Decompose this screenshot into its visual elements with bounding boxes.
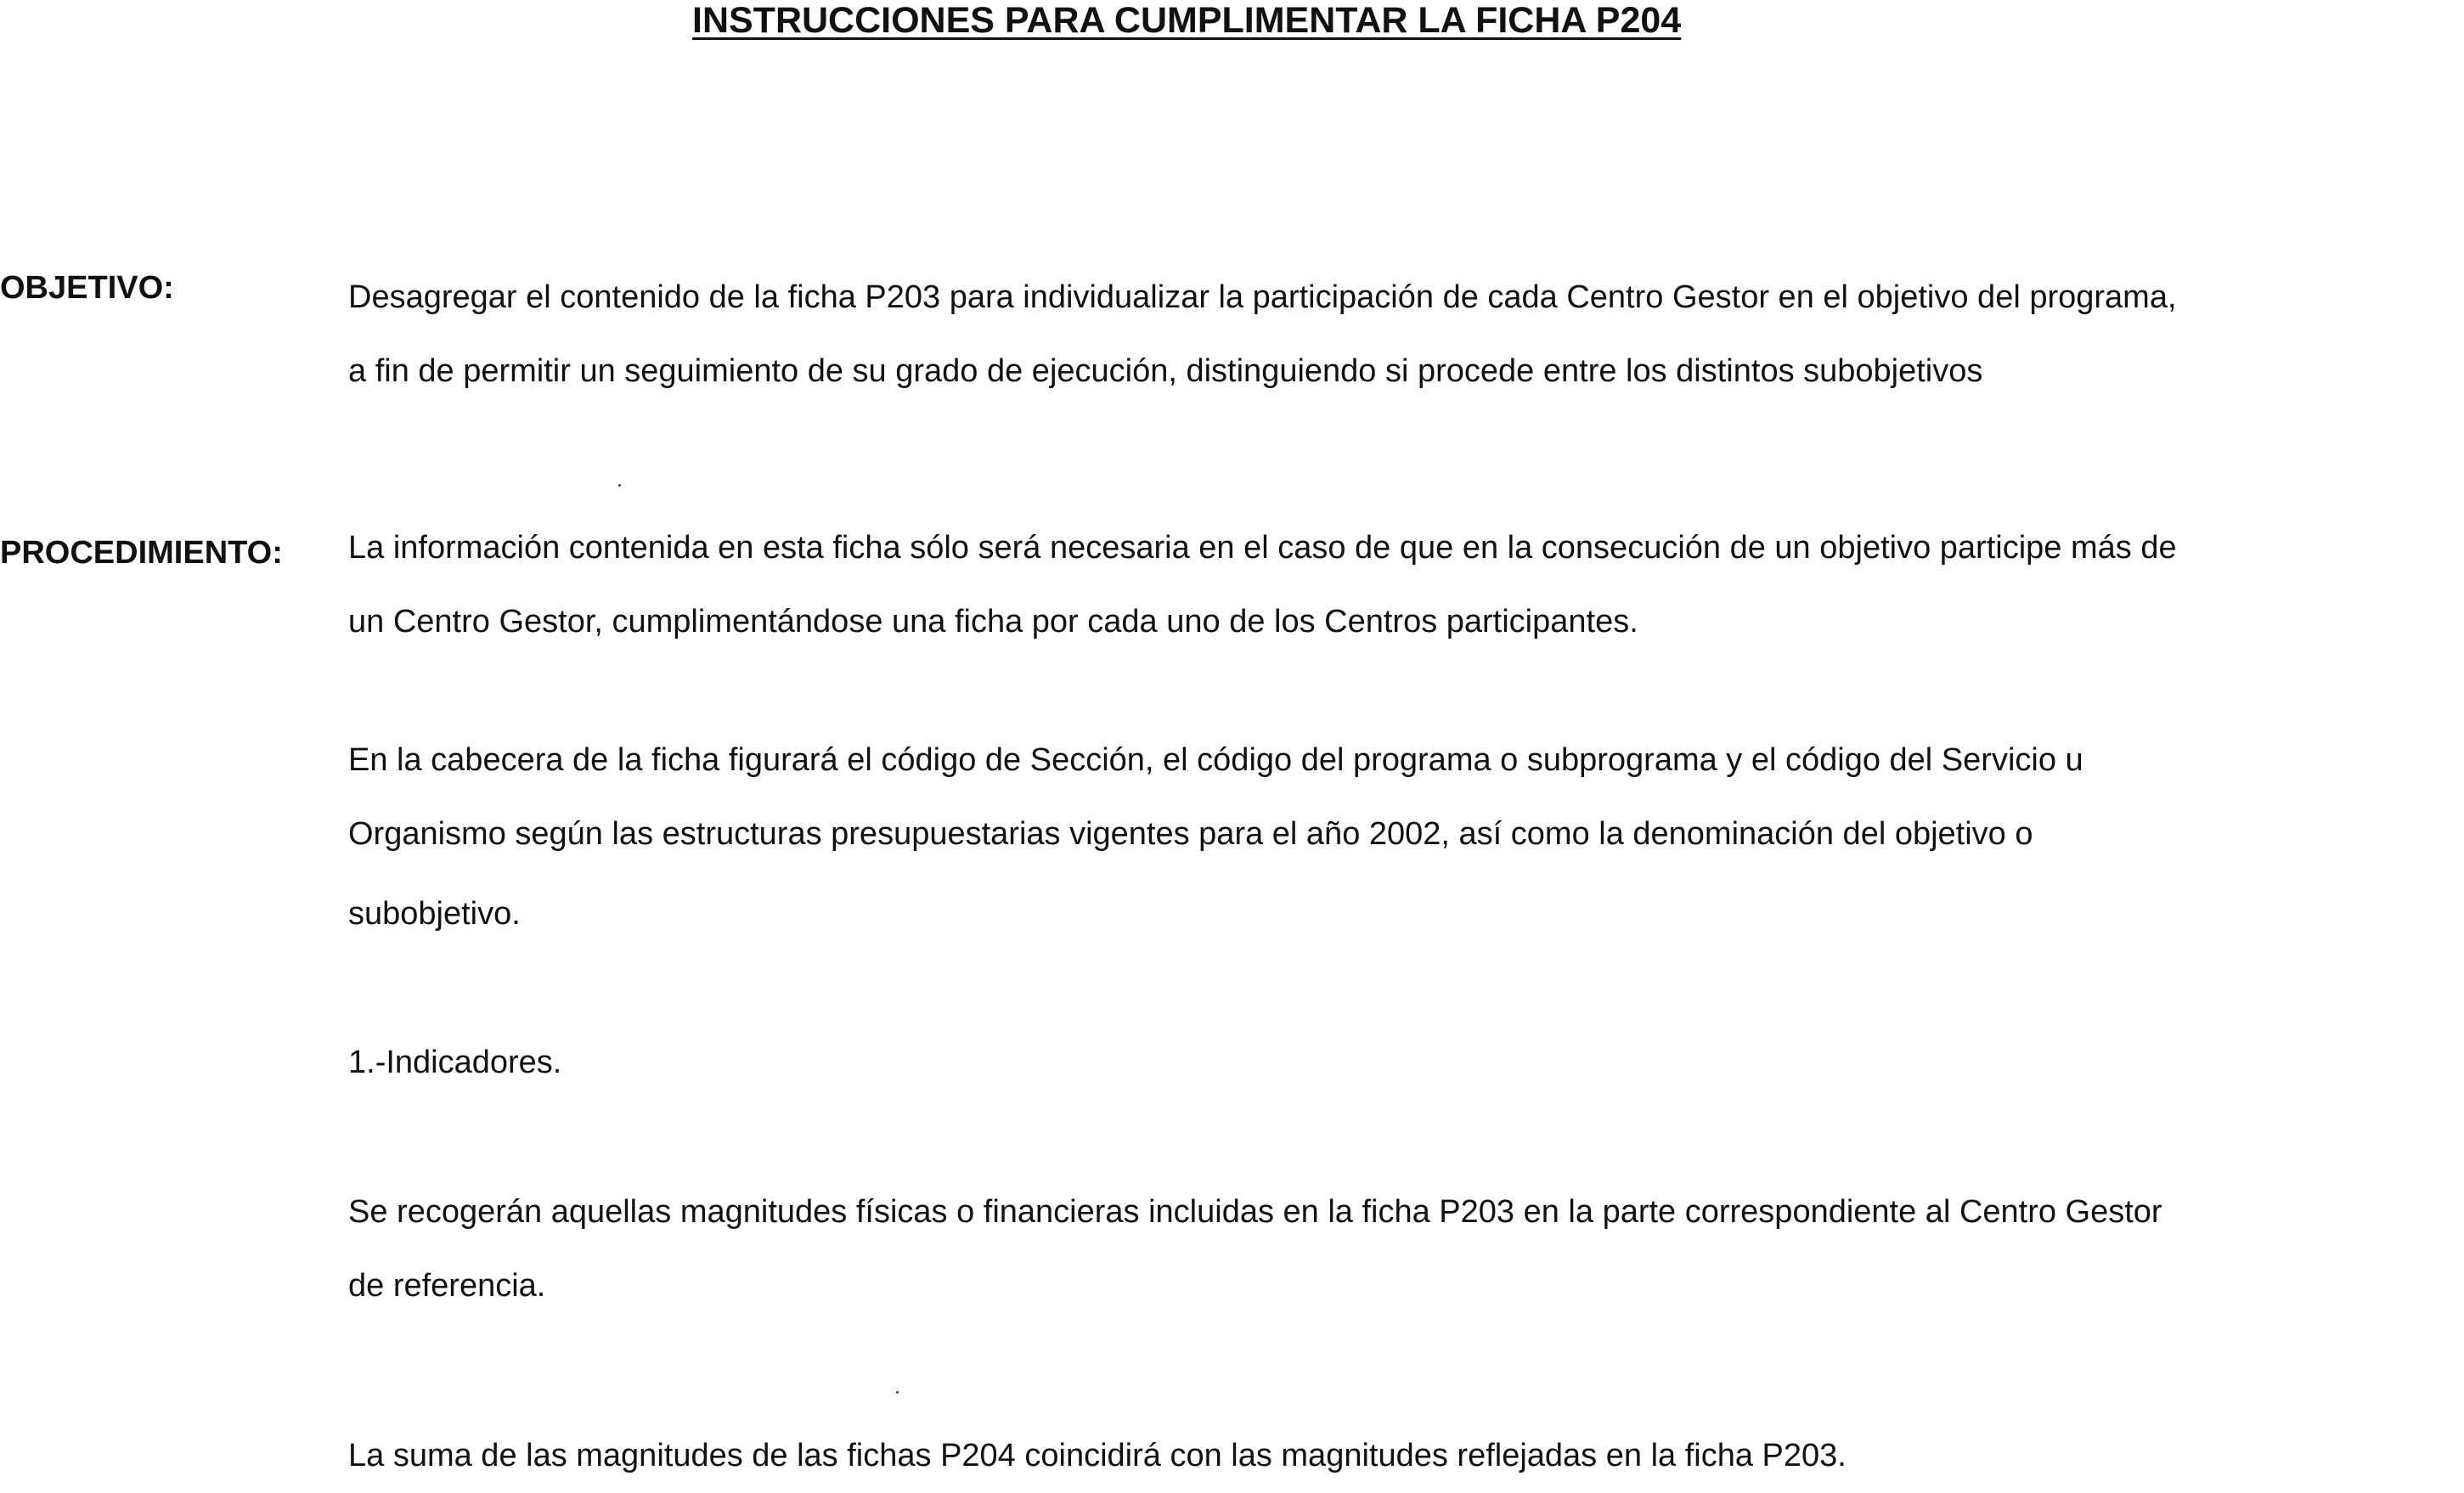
- suma-paragraph: La suma de las magnitudes de las fichas P204 coincidirá con las magnitudes reflejadas en la ficha P203.: [348, 1438, 1847, 1473]
- objetivo-line-1: Desagregar el contenido de la ficha P203 para individualizar la participación de cada Centro Gestor en el objetivo del programa,: [348, 279, 2177, 315]
- objetivo-line-2: a fin de permitir un seguimiento de su grado de ejecución, distinguiendo si procede entre los distintos subobjetivos: [348, 353, 1983, 389]
- indicadores-line-1: Se recogerán aquellas magnitudes físicas o financieras incluidas en la ficha P203 en la parte correspondiente al Centro Gestor: [348, 1194, 2162, 1230]
- procedimiento-line-2: un Centro Gestor, cumplimentándose una ficha por cada uno de los Centros participantes.: [348, 604, 1638, 639]
- objetivo-label: OBJETIVO:: [0, 270, 174, 306]
- scan-speck: [896, 1391, 899, 1394]
- cabecera-line-3: subobjetivo.: [348, 896, 521, 932]
- indicadores-line-2: de referencia.: [348, 1268, 546, 1304]
- cabecera-line-1: En la cabecera de la ficha figurará el código de Sección, el código del programa o subprograma y el código del Servicio u: [348, 742, 2083, 778]
- scan-speck: [618, 484, 621, 487]
- cabecera-line-2: Organismo según las estructuras presupuestarias vigentes para el año 2002, así como la denominación del objetivo o: [348, 816, 2033, 852]
- document-title: INSTRUCCIONES PARA CUMPLIMENTAR LA FICHA P204: [692, 0, 1682, 41]
- procedimiento-line-1: La información contenida en esta ficha sólo será necesaria en el caso de que en la consecución de un objetivo participe más de: [348, 530, 2177, 566]
- indicadores-heading: 1.-Indicadores.: [348, 1045, 562, 1080]
- procedimiento-label: PROCEDIMIENTO:: [0, 535, 283, 571]
